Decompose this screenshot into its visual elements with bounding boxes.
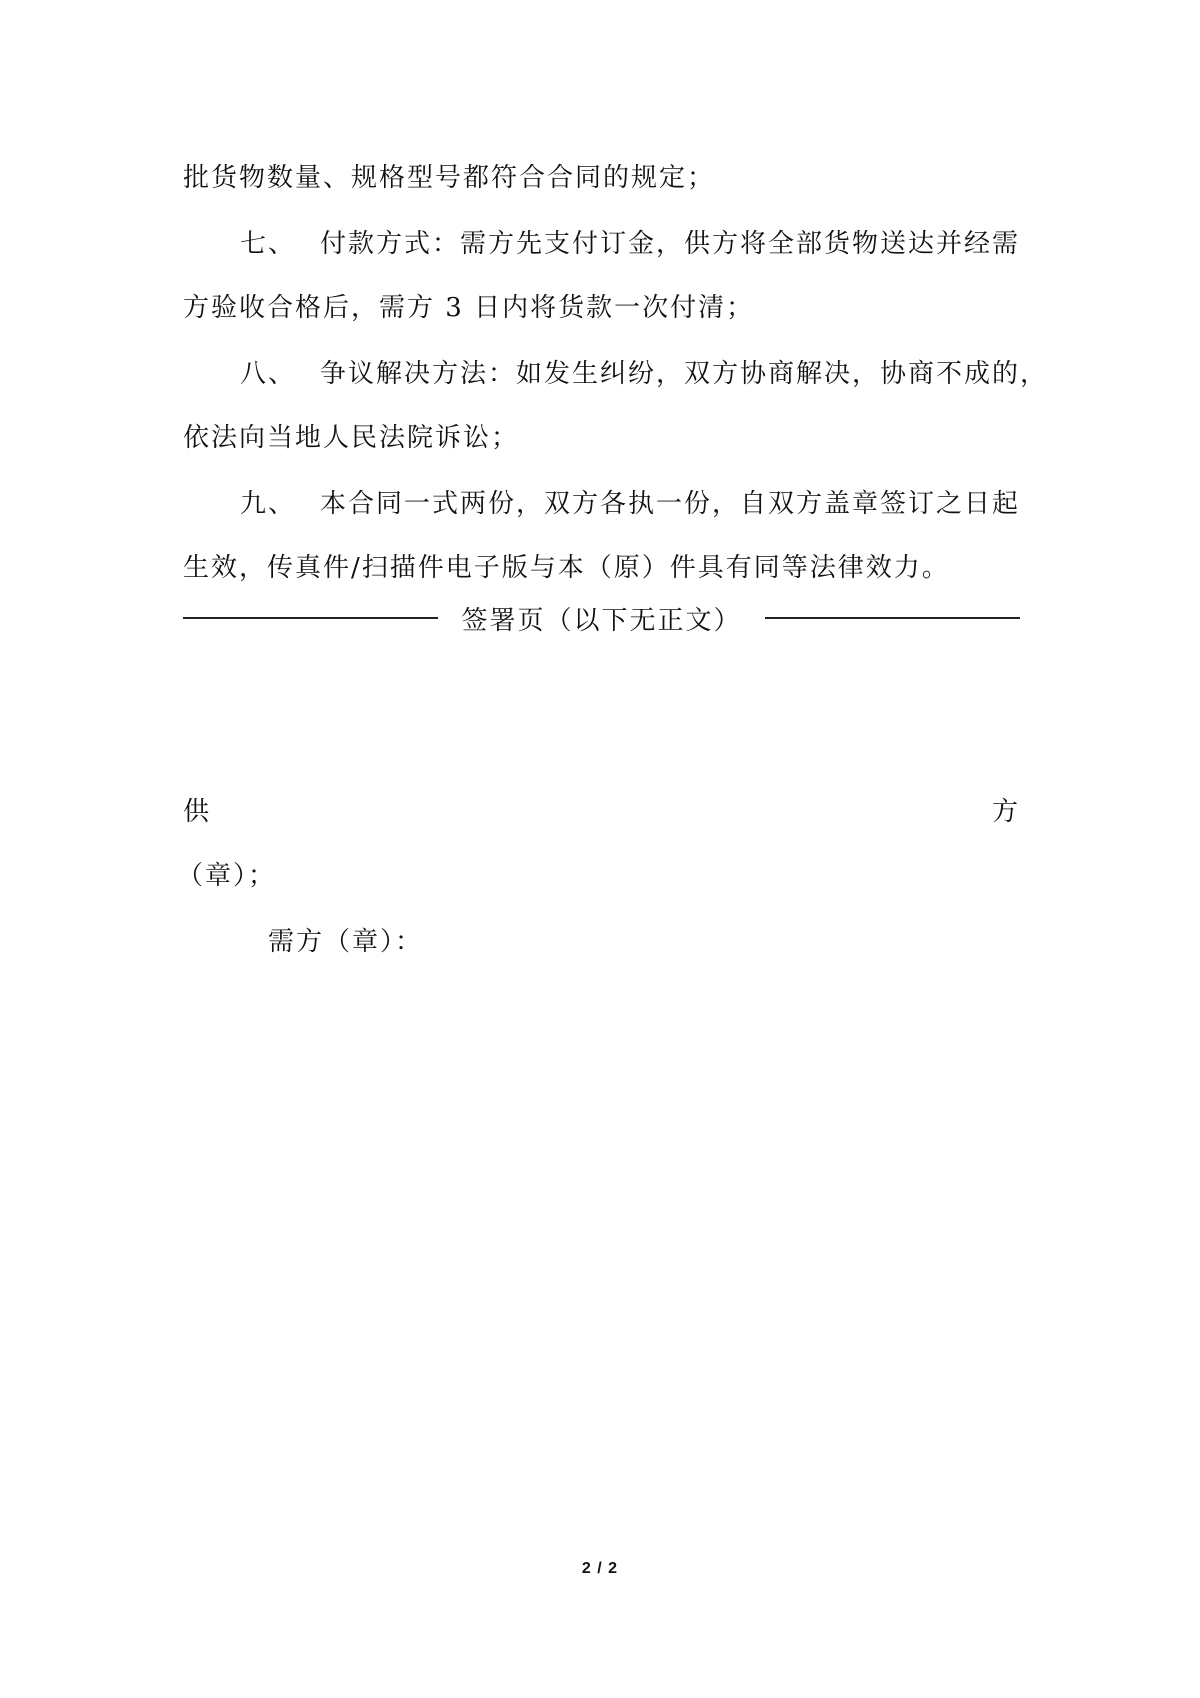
clause-8-line-2: 依法向当地人民法院诉讼； xyxy=(183,423,520,453)
clause-8-line-1 xyxy=(240,356,1048,392)
clause-7-line-2: 方验收合格后，需方 3 日内将货款一次付清； xyxy=(183,293,755,323)
divider-line-left xyxy=(183,617,438,619)
signature-page-divider xyxy=(183,600,1020,636)
supplier-label-start: 供 xyxy=(183,797,212,827)
supplier-seal: （章）； xyxy=(177,861,277,891)
buyer-seal: 需方（章）： xyxy=(268,927,424,957)
clause-8-text-1: 争议解决方法：如发生纠纷，双方协商解决，协商不成的， xyxy=(320,359,1049,389)
clause-9-text-1: 本合同一式两份，双方各执一份，自双方盖章签订之日起 xyxy=(320,489,1021,519)
clause-6-continuation: 批货物数量、规格型号都符合合同的规定； xyxy=(183,163,716,193)
divider-line-right xyxy=(765,617,1020,619)
clause-9-line-2: 生效，传真件/扫描件电子版与本（原）件具有同等法律效力。 xyxy=(183,553,950,583)
page-number: 2 / 2 xyxy=(581,1560,619,1577)
divider-label: 签署页（以下无正文） xyxy=(461,605,742,636)
clause-7-line-1 xyxy=(240,226,1020,262)
clause-8-number: 八、 xyxy=(240,359,297,389)
clause-9-number: 九、 xyxy=(240,489,297,519)
clause-7-text-1: 付款方式：需方先支付订金，供方将全部货物送达并经需 xyxy=(320,229,1021,259)
clause-7-number: 七、 xyxy=(240,229,297,259)
supplier-label-end: 方 xyxy=(992,797,1021,827)
clause-9-line-1 xyxy=(240,486,1020,522)
